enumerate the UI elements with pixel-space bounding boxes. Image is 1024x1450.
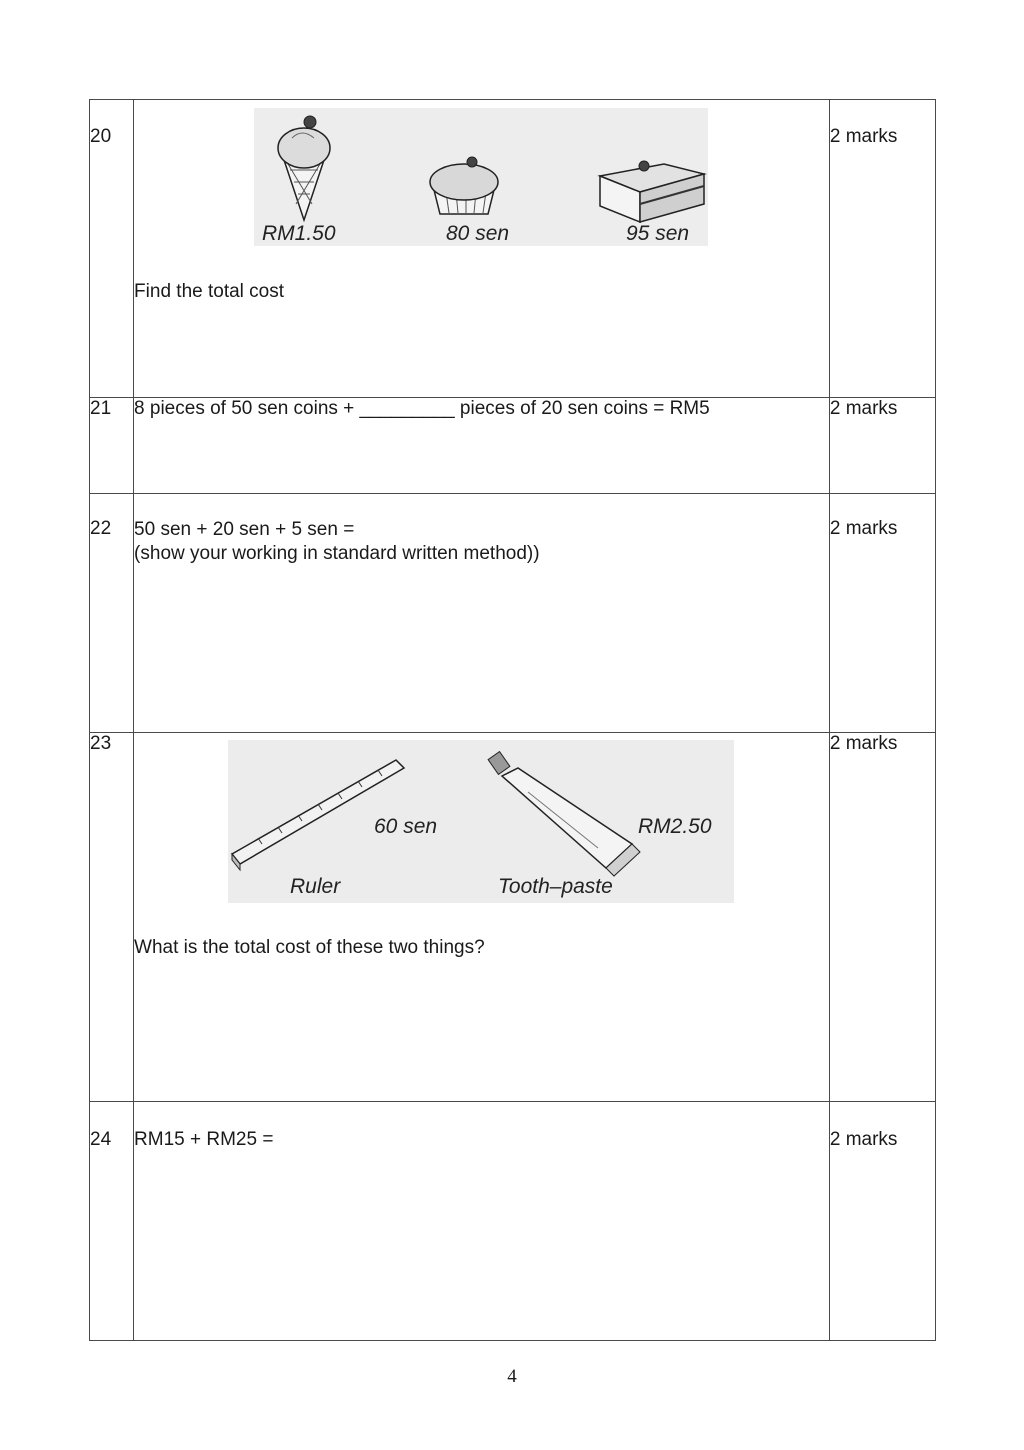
question-row-21 <box>90 398 936 494</box>
toothpaste-label: Tooth–paste <box>498 875 614 898</box>
question-text: RM15 + RM25 = <box>134 1129 274 1150</box>
ice-cream-price: RM1.50 <box>262 222 336 245</box>
question-row-22 <box>90 494 936 733</box>
question-table <box>89 99 936 1341</box>
cupcake-price: 80 sen <box>446 222 510 245</box>
question-number: 20 <box>90 100 134 398</box>
question-text-line-1: 50 sen + 20 sen + 5 sen = <box>134 519 355 540</box>
stationery-price-figure <box>228 740 734 903</box>
cake-slice-price: 95 sen <box>626 222 690 245</box>
question-content <box>134 494 830 733</box>
question-marks: 2 marks <box>829 100 935 398</box>
question-number: 23 <box>90 733 134 1102</box>
page-number: 4 <box>507 1366 517 1387</box>
question-marks: 2 marks <box>829 733 935 1102</box>
question-marks: 2 marks <box>829 1102 935 1341</box>
question-content <box>134 398 830 494</box>
question-row-23 <box>90 733 936 1102</box>
question-row-24 <box>90 1102 936 1341</box>
question-number: 22 <box>90 494 134 733</box>
question-number: 21 <box>90 398 134 494</box>
question-text: Find the total cost <box>134 281 285 302</box>
question-content <box>134 1102 830 1341</box>
food-price-figure <box>254 108 708 246</box>
question-text: 8 pieces of 50 sen coins + _________ pieces of 20 sen coins = RM5 <box>134 398 710 419</box>
question-number: 24 <box>90 1102 134 1341</box>
question-marks: 2 marks <box>829 494 935 733</box>
question-text-line-2: (show your working in standard written method)) <box>134 543 540 564</box>
toothpaste-price: RM2.50 <box>638 815 712 838</box>
question-marks: 2 marks <box>829 398 935 494</box>
question-text: What is the total cost of these two things? <box>134 937 485 958</box>
question-row-20 <box>90 100 936 398</box>
ruler-label: Ruler <box>290 875 341 898</box>
ruler-price: 60 sen <box>374 815 438 838</box>
question-content <box>134 733 830 1102</box>
question-content <box>134 100 830 398</box>
